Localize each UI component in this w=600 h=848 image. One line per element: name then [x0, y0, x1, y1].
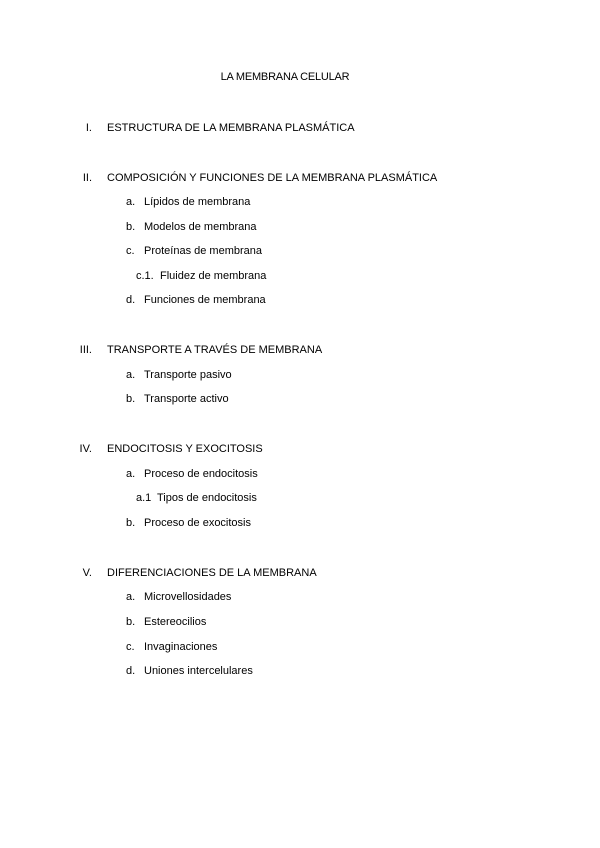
section-numeral: IV. [79, 443, 92, 455]
list-item: Lípidos de membrana [144, 196, 251, 208]
list-item-marker: a. [126, 196, 136, 208]
list-item-marker: a. [126, 468, 136, 480]
sub-list-item-marker: c.1. [136, 270, 154, 282]
section-numeral: II. [82, 172, 92, 184]
list-item: Proteínas de membrana [144, 245, 263, 257]
section-heading: ESTRUCTURA DE LA MEMBRANA PLASMÁTICA [107, 122, 355, 134]
list-item-marker: b. [126, 393, 136, 405]
list-item: Microvellosidades [144, 591, 232, 603]
list-item: Transporte activo [144, 393, 229, 405]
list-item: Funciones de membrana [144, 294, 266, 306]
list-item-marker: a. [126, 369, 136, 381]
list-item: Uniones intercelulares [144, 665, 253, 677]
list-item-marker: c. [126, 641, 135, 653]
section-numeral: V. [82, 567, 92, 579]
section-heading: ENDOCITOSIS Y EXOCITOSIS [107, 443, 263, 455]
section-heading: TRANSPORTE A TRAVÉS DE MEMBRANA [107, 344, 323, 356]
list-item: Invaginaciones [144, 641, 218, 653]
list-item-marker: b. [126, 221, 136, 233]
list-item: Proceso de endocitosis [144, 468, 258, 480]
section-heading: DIFERENCIACIONES DE LA MEMBRANA [107, 567, 317, 579]
section-numeral: I. [85, 122, 92, 134]
sub-list-item: Fluidez de membrana [160, 270, 267, 282]
list-item-marker: a. [126, 591, 136, 603]
list-item-marker: b. [126, 616, 136, 628]
list-item: Transporte pasivo [144, 369, 232, 381]
list-item: Modelos de membrana [144, 221, 257, 233]
section-heading: COMPOSICIÓN Y FUNCIONES DE LA MEMBRANA PLASMÁTICA [107, 172, 438, 184]
document-title: LA MEMBRANA CELULAR [220, 71, 350, 83]
list-item-marker: d. [126, 665, 136, 677]
list-item: Estereocilios [144, 616, 207, 628]
list-item-marker: d. [126, 294, 136, 306]
section-numeral: III. [79, 344, 92, 356]
list-item-marker: c. [126, 245, 135, 257]
sub-list-item: Tipos de endocitosis [157, 492, 257, 504]
list-item: Proceso de exocitosis [144, 517, 251, 529]
sub-list-item-marker: a.1 [136, 492, 152, 504]
list-item-marker: b. [126, 517, 136, 529]
